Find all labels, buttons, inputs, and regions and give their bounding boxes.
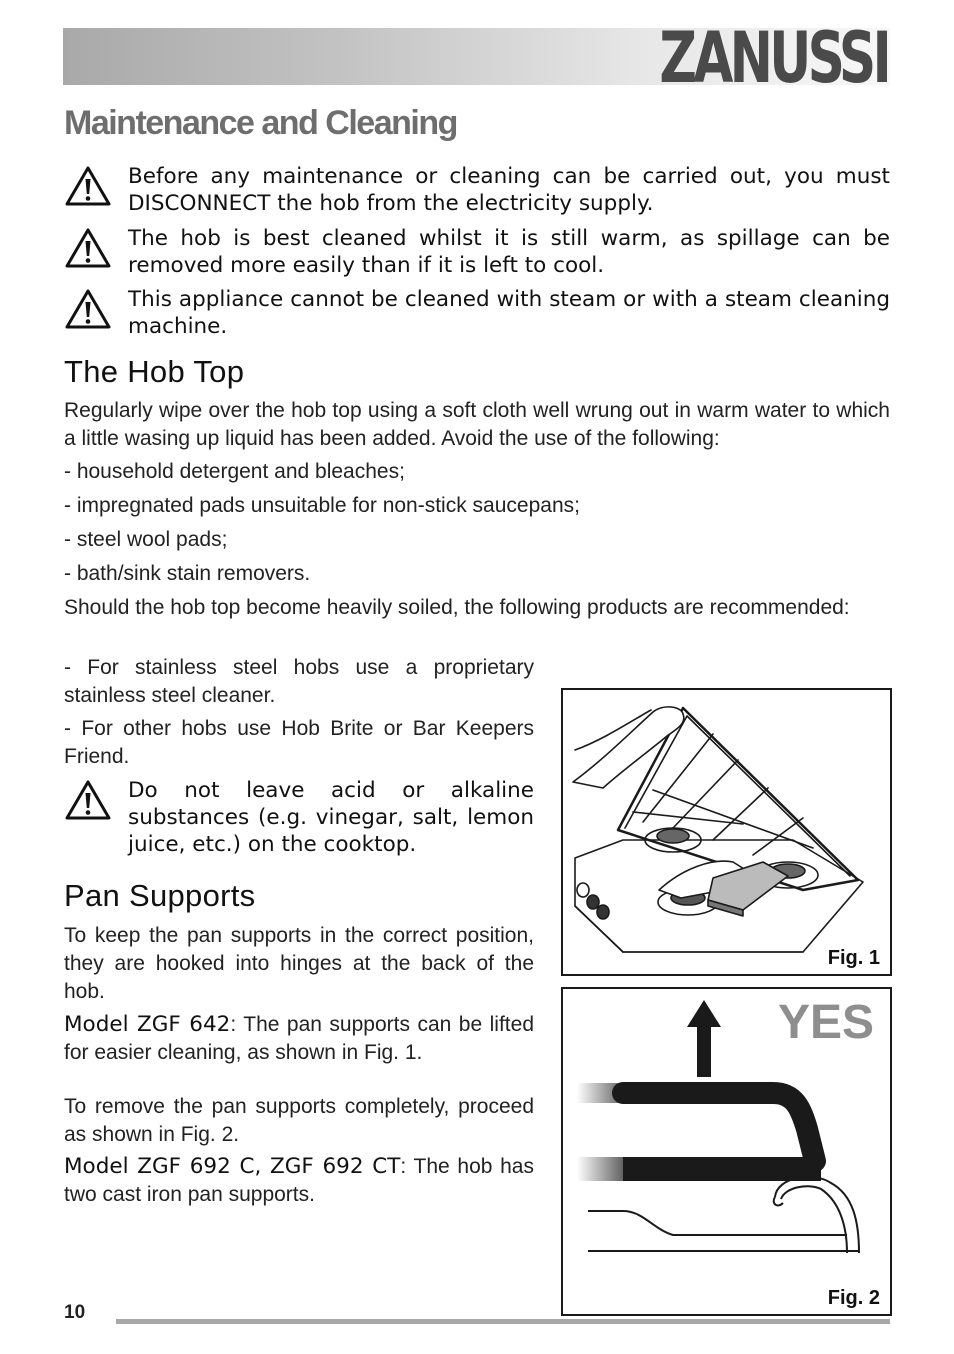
warning-triangle-icon bbox=[64, 165, 112, 207]
soiled-text: Should the hob top become heavily soiled, the following products are recommended: bbox=[64, 596, 850, 619]
warning-triangle-icon bbox=[64, 227, 112, 269]
model1-text: : The pan supports can be lifted for easier cleaning, as shown in Fig. 1. bbox=[64, 1013, 534, 1064]
warning-block-disconnect bbox=[64, 163, 890, 217]
warning-text: This appliance cannot be cleaned with steam or with a steam cleaning machine. bbox=[128, 287, 890, 339]
list-item: - impregnated pads unsuitable for non-stick saucepans; bbox=[64, 494, 580, 517]
figure-2 bbox=[561, 987, 892, 1316]
model1-name: Model ZGF 642 bbox=[64, 1012, 231, 1037]
warning-block-warm bbox=[64, 225, 890, 279]
model1-paragraph bbox=[64, 1011, 534, 1067]
model2-name: Model ZGF 692 C, ZGF 692 CT bbox=[64, 1154, 401, 1179]
hob-top-intro: Regularly wipe over the hob top using a soft cloth well wrung out in warm water to which a little wasing up liquid has been added. Avoid the use of the following: bbox=[64, 399, 890, 450]
fig2-caption: Fig. 2 bbox=[827, 1287, 880, 1309]
page-title: Maintenance and Cleaning bbox=[64, 104, 457, 142]
arrow-up-icon bbox=[687, 1000, 721, 1077]
stainless-text: - For stainless steel hobs use a proprietary stainless steel cleaner. bbox=[64, 656, 534, 707]
fig1-illustration bbox=[563, 690, 890, 974]
brand-logo: ZANUSSI bbox=[659, 17, 888, 99]
warning-text: Before any maintenance or cleaning can be carried out, you must DISCONNECT the hob from the electricity supply. bbox=[128, 164, 890, 216]
model2-paragraph bbox=[64, 1153, 534, 1209]
warning-triangle-icon bbox=[64, 779, 112, 821]
pan-supports-intro: To keep the pan supports in the correct position, they are hooked into hinges at the back of the hob. bbox=[64, 924, 534, 1003]
section-title-hob-top: The Hob Top bbox=[64, 354, 245, 389]
warning-block-steam bbox=[64, 286, 890, 340]
warning-text: The hob is best cleaned whilst it is still warm, as spillage can be removed more easily than if it is left to cool. bbox=[128, 226, 890, 278]
yes-label: YES bbox=[778, 996, 875, 1049]
list-item: - bath/sink stain removers. bbox=[64, 562, 311, 585]
list-item: - steel wool pads; bbox=[64, 528, 228, 551]
section-title-pan-supports: Pan Supports bbox=[64, 878, 256, 913]
figure-1 bbox=[561, 688, 892, 976]
other-hobs-text: - For other hobs use Hob Brite or Bar Keepers Friend. bbox=[64, 717, 534, 768]
fig1-caption: Fig. 1 bbox=[827, 947, 880, 969]
list-item: - household detergent and bleaches; bbox=[64, 460, 405, 483]
remove-text: To remove the pan supports completely, proceed as shown in Fig. 2. bbox=[64, 1095, 534, 1146]
model2-text: : The hob has two cast iron pan supports. bbox=[64, 1155, 534, 1206]
warning-block-acid bbox=[64, 777, 534, 858]
footer-rule bbox=[116, 1319, 890, 1324]
warning-triangle-icon bbox=[64, 288, 112, 330]
warning-text: Do not leave acid or alkaline substances (e.g. vinegar, salt, lemon juice, etc.) on the cooktop. bbox=[128, 778, 534, 857]
page-number: 10 bbox=[64, 1302, 86, 1323]
